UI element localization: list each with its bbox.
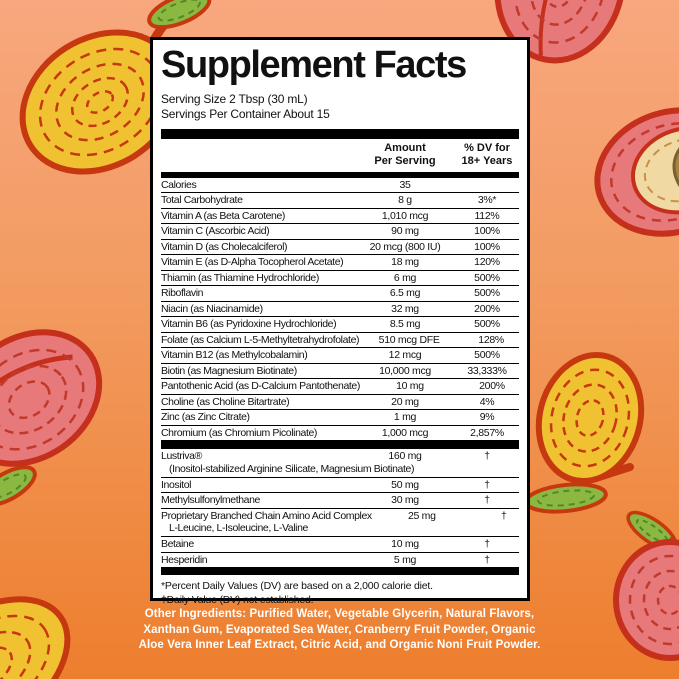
nutrient-dv: 500% xyxy=(474,349,500,362)
nutrient-name: Riboflavin xyxy=(161,287,204,300)
nutrient-amount: 30 mg xyxy=(391,494,419,507)
table-row xyxy=(161,508,519,537)
nutrient-name: Choline (as Choline Bitartrate) xyxy=(161,395,290,408)
divider-bar-thick-2 xyxy=(161,440,519,449)
amount-header-line2: Per Serving xyxy=(374,154,436,167)
dv-header-line1: % DV for xyxy=(464,141,510,154)
nutrient-dv: † xyxy=(484,478,490,491)
other-ingredients-text xyxy=(0,607,679,654)
nutrient-dv: 200% xyxy=(479,380,505,393)
nutrient-amount: 12 mcg xyxy=(388,349,422,362)
nutrient-amount: 8 g xyxy=(398,194,412,207)
nutrient-name: Methylsulfonylmethane xyxy=(161,494,260,507)
nutrient-amount: 6.5 mg xyxy=(389,287,421,300)
servings-per-container: Servings Per Container About 15 xyxy=(161,106,330,121)
nutrient-dv: 112% xyxy=(474,209,500,222)
table-row xyxy=(161,239,519,255)
nutrient-name: Folate (as Calcium L-5-Methyltetrahydrofolate) xyxy=(161,333,360,346)
amount-header-line1: Amount xyxy=(384,141,426,154)
peach-illustration-left xyxy=(0,305,125,512)
dv-header-line2: 18+ Years xyxy=(461,154,513,167)
nutrient-amount: 6 mg xyxy=(393,271,417,284)
supplement-facts-panel xyxy=(150,37,530,606)
nutrient-name: Thiamin (as Thiamine Hydrochloride) xyxy=(161,271,319,284)
nutrient-subtext: (Inositol-stabilized Arginine Silicate, Magnesium Biotinate) xyxy=(169,462,415,475)
nutrient-dv: † xyxy=(484,494,490,507)
nutrient-name: Betaine xyxy=(161,538,194,551)
footnote-percent-dv: *Percent Daily Values (DV) are based on a 2,000 calorie diet. xyxy=(161,580,433,593)
nutrient-amount: 20 mg xyxy=(391,395,419,408)
nutrient-name: Zinc (as Zinc Citrate) xyxy=(161,411,250,424)
table-row xyxy=(161,270,519,286)
table-row xyxy=(161,394,519,410)
nutrient-amount: 10 mg xyxy=(396,380,424,393)
nutrient-dv: † xyxy=(501,509,507,522)
nutrient-name: Biotin (as Magnesium Biotinate) xyxy=(161,364,297,377)
table-row xyxy=(161,316,519,332)
mango-illustration-right xyxy=(524,343,655,515)
nutrient-amount: 1,000 mcg xyxy=(381,426,429,439)
nutrient-dv: 4% xyxy=(479,395,495,408)
table-row xyxy=(161,425,519,441)
serving-size: Serving Size 2 Tbsp (30 mL) xyxy=(161,91,308,106)
nutrient-name: Vitamin E (as D-Alpha Tocopherol Acetate) xyxy=(161,256,344,269)
nutrient-amount: 8.5 mg xyxy=(389,318,421,331)
table-row xyxy=(161,285,519,301)
nutrient-dv: † xyxy=(484,538,490,551)
nutrient-dv: † xyxy=(484,553,490,566)
table-row xyxy=(161,192,519,208)
nutrient-name: Vitamin B12 (as Methylcobalamin) xyxy=(161,349,308,362)
nutrient-amount: 35 xyxy=(399,178,411,191)
other-ingredients-line2: Xanthan Gum, Evaporated Sea Water, Cranberry Fruit Powder, Organic xyxy=(143,623,536,636)
cut-peach-illustration-right xyxy=(581,91,679,252)
table-row xyxy=(161,378,519,394)
other-ingredients-line1: Other Ingredients: Purified Water, Vegetable Glycerin, Natural Flavors, xyxy=(144,608,535,620)
nutrient-name: Inositol xyxy=(161,478,192,491)
nutrient-dv: 100% xyxy=(474,240,500,253)
nutrient-name: Pantothenic Acid (as D-Calcium Pantothenate) xyxy=(161,380,360,393)
nutrient-amount: 50 mg xyxy=(391,478,419,491)
nutrient-name: Calories xyxy=(161,178,197,191)
nutrient-name: Niacin (as Niacinamide) xyxy=(161,302,263,315)
nutrient-amount: 510 mcg DFE xyxy=(378,333,440,346)
nutrient-amount: 32 mg xyxy=(391,302,419,315)
nutrient-name: Vitamin D (as Cholecalciferol) xyxy=(161,240,288,253)
table-row xyxy=(161,223,519,239)
nutrient-amount: 90 mg xyxy=(391,225,419,238)
nutrient-name: Lustriva® xyxy=(161,450,202,463)
nutrient-dv: 9% xyxy=(479,411,495,424)
footnotes xyxy=(161,575,519,607)
nutrient-name: Hesperidin xyxy=(161,553,208,566)
nutrient-dv: 500% xyxy=(474,271,500,284)
table-row xyxy=(161,208,519,224)
table-row xyxy=(161,449,519,477)
table-row xyxy=(161,477,519,493)
other-ingredients-line3: Aloe Vera Inner Leaf Extract, Citric Acid, and Organic Noni Fruit Powder. xyxy=(138,639,541,651)
table-row xyxy=(161,536,519,552)
nutrient-name: Vitamin C (Ascorbic Acid) xyxy=(161,225,270,238)
nutrient-name: Proprietary Branched Chain Amino Acid Complex xyxy=(161,509,372,522)
table-row xyxy=(161,363,519,379)
nutrient-subtext: L-Leucine, L-Isoleucine, L-Valine xyxy=(169,522,308,535)
nutrient-amount: 160 mg xyxy=(388,450,422,463)
nutrient-dv: 500% xyxy=(474,318,500,331)
nutrient-name: Total Carbohydrate xyxy=(161,194,243,207)
nutrient-dv: 500% xyxy=(474,287,500,300)
nutrient-amount: 10,000 mcg xyxy=(379,364,431,377)
table-row xyxy=(161,332,519,348)
nutrient-table-section-2 xyxy=(161,449,519,567)
nutrient-amount: 10 mg xyxy=(391,538,419,551)
nutrient-name: Chromium (as Chromium Picolinate) xyxy=(161,426,318,439)
table-row xyxy=(161,552,519,568)
nutrient-dv: † xyxy=(484,450,490,463)
nutrient-dv: 2,857% xyxy=(470,426,504,439)
nutrient-dv: 100% xyxy=(474,225,500,238)
amount-column-header xyxy=(355,142,455,168)
panel-title: Supplement Facts xyxy=(161,44,466,86)
nutrient-dv: 33,333% xyxy=(467,364,507,377)
table-row xyxy=(161,178,519,193)
divider-bar-thick xyxy=(161,129,519,139)
table-row xyxy=(161,254,519,270)
nutrient-amount: 5 mg xyxy=(393,553,417,566)
nutrient-amount: 18 mg xyxy=(391,256,419,269)
nutrient-amount: 20 mcg (800 IU) xyxy=(369,240,441,253)
nutrient-dv: 128% xyxy=(478,333,504,346)
nutrient-amount: 25 mg xyxy=(407,509,436,522)
nutrient-name: Vitamin B6 (as Pyridoxine Hydrochloride) xyxy=(161,318,337,331)
footnote-dagger: †Daily Value (DV) not established. xyxy=(161,593,314,606)
column-headers xyxy=(161,139,519,172)
nutrient-name: Vitamin A (as Beta Carotene) xyxy=(161,209,286,222)
table-row xyxy=(161,409,519,425)
table-row xyxy=(161,492,519,508)
table-row xyxy=(161,347,519,363)
table-row xyxy=(161,301,519,317)
nutrient-dv: 3%* xyxy=(477,194,497,207)
divider-bar-thick-3 xyxy=(161,567,519,575)
nutrient-dv: 200% xyxy=(474,302,500,315)
nutrient-amount: 1 mg xyxy=(393,411,417,424)
nutrient-dv: 120% xyxy=(474,256,500,269)
header-spacer xyxy=(161,142,355,168)
nutrient-amount: 1,010 mcg xyxy=(381,209,429,222)
dv-column-header xyxy=(455,142,519,168)
nutrient-table-section-1 xyxy=(161,178,519,441)
